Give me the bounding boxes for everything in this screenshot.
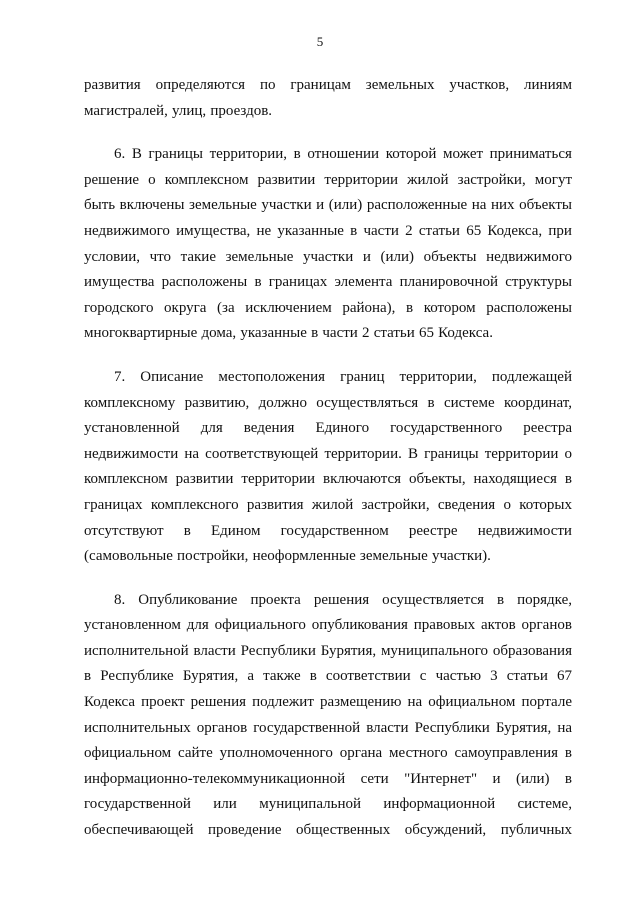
word: условии, <box>84 248 141 265</box>
word: на <box>184 445 200 462</box>
word: что <box>149 248 172 265</box>
word: развитию, <box>184 394 250 411</box>
word: района), <box>342 299 396 316</box>
word: информационно-телекоммуникационной <box>84 770 346 787</box>
word: недвижимого <box>486 248 572 265</box>
word: постройки, <box>177 548 249 565</box>
word: 2 <box>405 222 413 239</box>
word: сведения <box>437 496 496 513</box>
word: статьи <box>418 222 460 239</box>
word: участки <box>261 197 312 214</box>
word: земельные <box>359 548 428 565</box>
word: комплексному <box>84 394 176 411</box>
word: в <box>564 745 572 762</box>
word: в <box>309 668 317 685</box>
word: которых <box>519 496 572 513</box>
word: местного <box>389 745 448 762</box>
text-line <box>84 639 572 665</box>
word: недвижимого <box>84 222 170 239</box>
word: земельных <box>365 77 435 93</box>
word: в <box>406 299 414 316</box>
word: границы <box>424 445 479 462</box>
word: осуществляться <box>316 394 419 411</box>
word: отношении <box>307 146 380 163</box>
word: проездов. <box>210 102 273 119</box>
word: (самовольные <box>84 548 173 565</box>
word: в <box>311 325 319 342</box>
word: в <box>350 222 358 239</box>
word: с <box>419 668 427 685</box>
word: объекты, <box>408 471 466 488</box>
text-line <box>84 519 572 545</box>
word: линиям <box>524 77 572 93</box>
word: Описание <box>140 368 204 385</box>
word: недвижимости <box>84 445 179 462</box>
word: указанные <box>240 325 307 342</box>
word: 7. <box>114 368 126 385</box>
word: уполномоченного <box>219 745 333 762</box>
word: определяются <box>155 77 246 93</box>
word: в <box>183 522 191 539</box>
text-line <box>84 245 572 271</box>
word: координат, <box>504 394 572 411</box>
word: о <box>148 171 156 188</box>
word: границ <box>340 368 385 385</box>
word: подлежит <box>252 694 314 711</box>
word: (за <box>217 299 235 316</box>
word: в <box>293 146 301 163</box>
text-line <box>84 321 572 347</box>
word: соответствии <box>325 668 411 685</box>
text-line <box>84 416 572 442</box>
text-line <box>84 690 572 716</box>
word: Единого <box>315 420 370 437</box>
word: них <box>490 197 515 214</box>
word: 2 <box>362 325 370 342</box>
text-line <box>84 193 572 219</box>
word: на <box>407 694 423 711</box>
word: границах <box>268 274 328 291</box>
word: (или) <box>380 248 414 265</box>
word: обеспечивающей <box>84 822 194 839</box>
word: размещению <box>319 694 402 711</box>
word: обсуждений, <box>404 822 487 839</box>
word: границы <box>148 146 203 163</box>
word: имущества, <box>176 222 251 239</box>
text-line <box>84 142 572 168</box>
text-line <box>84 544 572 570</box>
word: Кодекса, <box>487 222 543 239</box>
text-line <box>84 493 572 519</box>
word: границам <box>290 77 351 93</box>
word: отсутствуют <box>84 522 164 539</box>
word: Кодекса. <box>438 325 493 342</box>
word: или <box>213 796 237 813</box>
word: при <box>548 222 572 239</box>
word: муниципальной <box>259 796 362 813</box>
word: округа <box>164 299 207 316</box>
word: актов <box>480 617 516 634</box>
word: сети <box>360 770 389 787</box>
word: установленной <box>84 420 180 437</box>
word: в <box>497 591 505 608</box>
word: местоположения <box>218 368 326 385</box>
word: границах <box>84 496 143 513</box>
word: порядке, <box>517 591 572 608</box>
word: государственной <box>84 796 191 813</box>
word: территории <box>484 445 559 462</box>
word: приниматься <box>489 146 572 163</box>
text-line <box>84 365 572 391</box>
word: исключением <box>245 299 332 316</box>
word: органов <box>521 617 572 634</box>
word: Едином <box>210 522 261 539</box>
text-line <box>84 818 572 844</box>
word: сайте <box>178 745 213 762</box>
word: территории <box>324 171 399 188</box>
word: такие <box>180 248 216 265</box>
word: многоквартирные <box>84 325 198 342</box>
word: в <box>254 274 262 291</box>
word: территории <box>241 471 316 488</box>
word: Бурятия, <box>320 642 377 659</box>
word: проекта <box>250 591 301 608</box>
word: для <box>200 420 223 437</box>
word: (или) <box>328 197 363 214</box>
word: проведение <box>208 822 282 839</box>
word: недвижимости <box>477 522 572 539</box>
word: осуществляется <box>382 591 485 608</box>
word: Бурятия, <box>182 668 239 685</box>
word: подлежащей <box>491 368 572 385</box>
text-line <box>84 716 572 742</box>
word: 65 <box>418 325 434 342</box>
word: расположены <box>161 274 248 291</box>
word: указанные <box>277 222 344 239</box>
word: соответствующей <box>205 445 319 462</box>
word: включаются <box>323 471 401 488</box>
document-body <box>84 73 572 862</box>
word: расположенные <box>366 197 468 214</box>
word: не <box>256 222 272 239</box>
word: быть <box>84 197 116 214</box>
word: исполнительных <box>84 719 191 736</box>
word: части <box>363 222 399 239</box>
word: В <box>131 146 142 163</box>
word: может <box>443 146 484 163</box>
word: опубликования <box>311 617 408 634</box>
word: самоуправления <box>454 745 559 762</box>
word: 6. <box>114 146 126 163</box>
paragraph-6 <box>84 142 572 347</box>
word: общественных <box>296 822 391 839</box>
text-line <box>84 741 572 767</box>
word: и <box>316 197 325 214</box>
word: системе, <box>517 796 572 813</box>
word: и <box>362 248 371 265</box>
word: структуры <box>505 274 572 291</box>
word: информационной <box>383 796 496 813</box>
text-line <box>84 270 572 296</box>
text-line <box>84 99 572 125</box>
word: о <box>503 496 511 513</box>
word: части <box>322 325 358 342</box>
text-line <box>84 391 572 417</box>
text-line <box>84 168 572 194</box>
word: развития <box>84 77 141 93</box>
word: застройки, <box>361 496 430 513</box>
word: Республике <box>100 668 174 685</box>
word: власти <box>366 719 409 736</box>
word: на <box>557 719 572 736</box>
word: портале <box>521 694 572 711</box>
word: развития <box>246 496 304 513</box>
word: органа <box>339 745 383 762</box>
word: государственной <box>253 719 361 736</box>
word: установленном <box>84 617 181 634</box>
word: статьи <box>373 325 415 342</box>
word: Республики <box>240 642 316 659</box>
word: в <box>564 770 572 787</box>
word: 3 <box>490 668 498 685</box>
paragraph-continuation <box>84 73 572 124</box>
word: официальном <box>84 745 172 762</box>
text-line <box>84 664 572 690</box>
word: расположены <box>486 299 572 316</box>
word: улиц, <box>172 102 207 119</box>
word: "Интернет" <box>404 770 478 787</box>
word: земельные <box>225 248 294 265</box>
paragraph-7 <box>84 365 572 570</box>
text-line <box>84 792 572 818</box>
word: в <box>427 394 435 411</box>
word: жилой <box>311 496 354 513</box>
text-line <box>84 73 572 99</box>
word: развитии <box>175 471 234 488</box>
word: Республики <box>414 719 490 736</box>
word: развитии <box>257 171 316 188</box>
word: а <box>247 668 254 685</box>
word: публичных <box>500 822 572 839</box>
word: ведения <box>243 420 295 437</box>
word: комплексного <box>150 496 239 513</box>
word: застройки, <box>457 171 526 188</box>
paragraph-8 <box>84 588 572 844</box>
word: магистралей, <box>84 102 168 119</box>
word: правовых <box>413 617 476 634</box>
word: участков, <box>449 77 510 93</box>
word: городского <box>84 299 154 316</box>
word: государственном <box>280 522 389 539</box>
word: должно <box>258 394 307 411</box>
text-line <box>84 613 572 639</box>
page-number: 5 <box>316 34 324 49</box>
word: комплексном <box>164 171 249 188</box>
word: на <box>471 197 487 214</box>
word: включены <box>119 197 185 214</box>
word: находящиеся <box>473 471 557 488</box>
word: объекты <box>519 197 572 214</box>
word: для <box>186 617 209 634</box>
word: реестре <box>408 522 458 539</box>
word: Бурятия, <box>495 719 552 736</box>
word: имущества <box>84 274 155 291</box>
word: в <box>84 668 92 685</box>
text-line <box>84 767 572 793</box>
text-line <box>84 442 572 468</box>
word: 8. <box>114 591 126 608</box>
word: и <box>492 770 501 787</box>
word: планировочной <box>399 274 499 291</box>
word: (или) <box>515 770 550 787</box>
word: территории, <box>209 146 288 163</box>
word: участки). <box>431 548 491 565</box>
text-line <box>84 219 572 245</box>
word: решение <box>84 171 140 188</box>
word: также <box>263 668 301 685</box>
word: объекты <box>423 248 477 265</box>
word: неоформленные <box>252 548 356 565</box>
text-line <box>84 467 572 493</box>
word: участки <box>303 248 354 265</box>
word: исполнительной <box>84 642 189 659</box>
word: Кодекса <box>84 694 136 711</box>
text-line <box>84 296 572 322</box>
word: реестра <box>523 420 572 437</box>
word: о <box>564 445 572 462</box>
word: дома, <box>201 325 237 342</box>
word: В <box>407 445 418 462</box>
word: Опубликование <box>138 591 238 608</box>
word: 65 <box>466 222 482 239</box>
word: муниципального <box>380 642 488 659</box>
word: 67 <box>556 668 572 685</box>
word: официального <box>214 617 306 634</box>
word: образования <box>492 642 572 659</box>
word: органов <box>196 719 248 736</box>
word: решения <box>313 591 370 608</box>
word: могут <box>534 171 572 188</box>
word: государственного <box>390 420 503 437</box>
word: статьи <box>506 668 548 685</box>
word: земельные <box>189 197 257 214</box>
word: частью <box>435 668 482 685</box>
word: элемента <box>334 274 393 291</box>
word: решения <box>190 694 246 711</box>
word: которой <box>385 146 437 163</box>
word: территории, <box>399 368 477 385</box>
word: жилой <box>407 171 449 188</box>
text-line <box>84 588 572 614</box>
word: в <box>564 471 572 488</box>
word: власти <box>193 642 236 659</box>
word: комплексном <box>84 471 168 488</box>
word: котором <box>423 299 476 316</box>
word: проект <box>141 694 185 711</box>
word: официальном <box>428 694 516 711</box>
word: системе <box>443 394 495 411</box>
word: по <box>259 77 276 93</box>
word: территории. <box>324 445 402 462</box>
